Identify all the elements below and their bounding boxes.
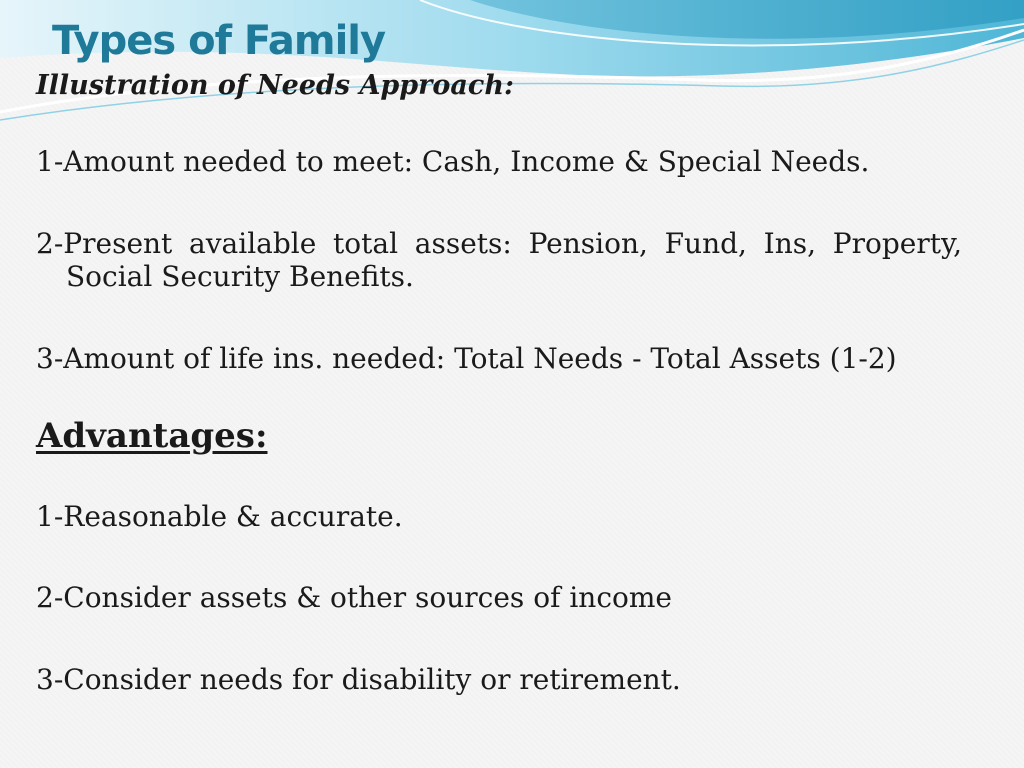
needs-item-1: 1-Amount needed to meet: Cash, Income & Special Needs. [36,145,870,178]
advantage-item-2: 2-Consider assets & other sources of income [36,581,672,614]
subtitle: Illustration of Needs Approach: [36,70,514,101]
needs-item-3: 3-Amount of life ins. needed: Total Needs - Total Assets (1-2) [36,342,897,375]
advantages-heading: Advantages: [36,416,268,456]
advantage-item-1: 1-Reasonable & accurate. [36,500,403,533]
needs-item-2: 2-Present available total assets: Pension, Fund, Ins, Property, Social Security Benefits. [36,227,962,293]
advantage-item-3: 3-Consider needs for disability or retirement. [36,663,681,696]
page-title: Types of Family [52,18,386,64]
